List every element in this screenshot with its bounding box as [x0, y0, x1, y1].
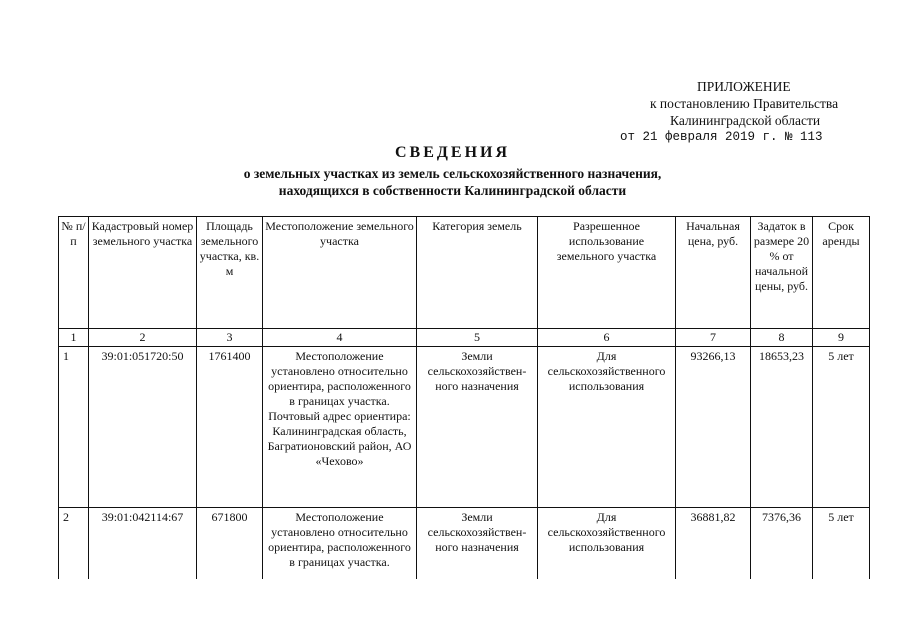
header-cell-price: Начальная цена, руб.	[676, 217, 751, 329]
header-cell-category: Категория земель	[417, 217, 538, 329]
table-header-row	[59, 217, 870, 329]
column-number: 1	[59, 329, 89, 347]
appendix-region: Калининградской области	[670, 113, 821, 128]
permitted-usage: Для сельскохозяйственного использования	[538, 508, 676, 580]
column-number: 2	[89, 329, 197, 347]
lease-term: 5 лет	[813, 508, 870, 580]
header-cell-term: Срок аренды	[813, 217, 870, 329]
plot-area: 1761400	[197, 347, 263, 508]
column-number: 5	[417, 329, 538, 347]
header-cell-usage: Разрешенное использование земельного участка	[538, 217, 676, 329]
column-number: 6	[538, 329, 676, 347]
deposit-amount: 18653,23	[751, 347, 813, 508]
column-number-row	[59, 329, 870, 347]
deposit-amount: 7376,36	[751, 508, 813, 580]
plot-location: Местоположение установлено относительно ориентира, расположенного в границах участка.	[263, 508, 417, 580]
header-cell-cadastral: Кадастровый номер земельного участка	[89, 217, 197, 329]
initial-price: 36881,82	[676, 508, 751, 580]
plot-location: Местоположение установлено относительно ориентира, расположенного в границах участка. Почтовый адрес ориентира: Калининградская область, Багратионовский район, АО «Чехово»	[263, 347, 417, 508]
header-cell-deposit: Задаток в размере 20 % от начальной цены, руб.	[751, 217, 813, 329]
appendix-label: ПРИЛОЖЕНИЕ	[697, 79, 791, 94]
column-number: 4	[263, 329, 417, 347]
permitted-usage: Для сельскохозяйственного использования	[538, 347, 676, 508]
initial-price: 93266,13	[676, 347, 751, 508]
column-number: 8	[751, 329, 813, 347]
land-category: Земли сельскохозяйствен-ного назначения	[417, 508, 538, 580]
column-number: 3	[197, 329, 263, 347]
appendix-date-number: от 21 февраля 2019 г. № 113	[620, 130, 823, 144]
column-number: 7	[676, 329, 751, 347]
column-number: 9	[813, 329, 870, 347]
plot-area: 671800	[197, 508, 263, 580]
land-category: Земли сельскохозяйствен-ного назначения	[417, 347, 538, 508]
document-subtitle-line2: находящихся в собственности Калининградской области	[278, 183, 627, 198]
row-number: 2	[59, 508, 89, 580]
land-plots-table	[58, 216, 870, 579]
document-subtitle-line1: о земельных участках из земель сельскохозяйственного назначения,	[243, 166, 662, 181]
header-cell-area: Площадь земельного участка, кв. м	[197, 217, 263, 329]
row-number: 1	[59, 347, 89, 508]
lease-term: 5 лет	[813, 347, 870, 508]
table-row	[59, 347, 870, 508]
table-row	[59, 508, 870, 580]
cadastral-number: 39:01:051720:50	[89, 347, 197, 508]
appendix-decree: к постановлению Правительства	[650, 96, 839, 111]
header-cell-number: № п/п	[59, 217, 89, 329]
document-title: СВЕДЕНИЯ	[394, 144, 511, 161]
cadastral-number: 39:01:042114:67	[89, 508, 197, 580]
header-cell-location: Местоположение земельного участка	[263, 217, 417, 329]
